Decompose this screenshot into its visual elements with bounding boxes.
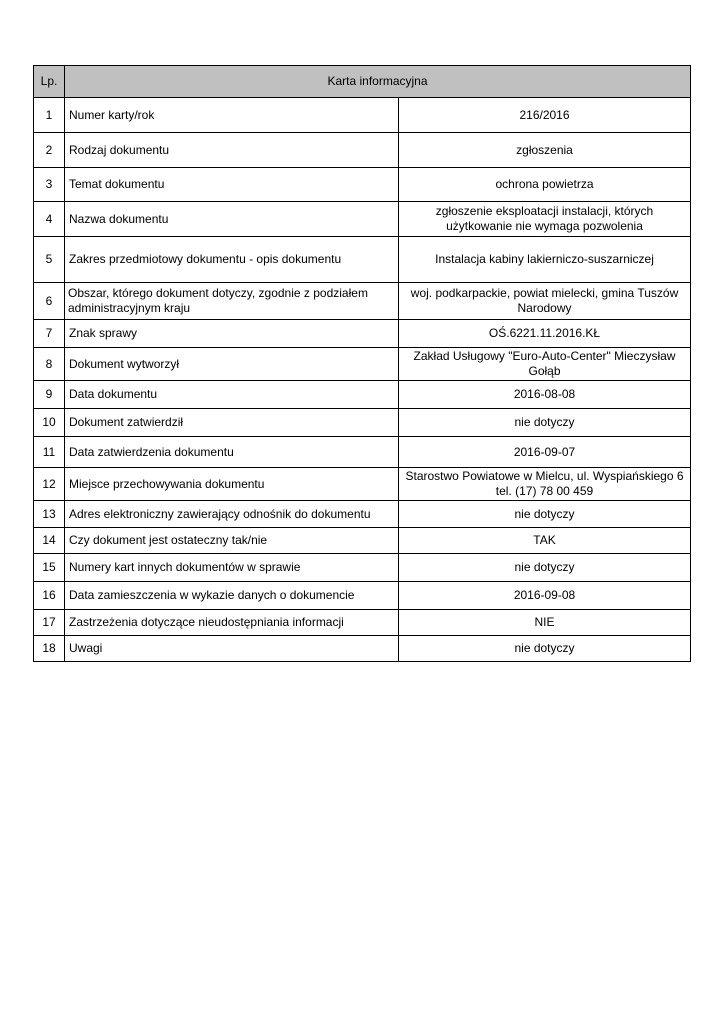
row-number: 13	[34, 501, 65, 528]
row-value: TAK	[399, 528, 691, 554]
table-row	[34, 202, 691, 237]
row-value: nie dotyczy	[399, 554, 691, 582]
row-label: Rodzaj dokumentu	[65, 133, 399, 168]
row-label-line: Obszar, którego dokument dotyczy, zgodnie z podziałem	[68, 286, 368, 300]
row-label: Nazwa dokumentu	[65, 202, 399, 237]
table-row	[34, 409, 691, 437]
row-label: Data zamieszczenia w wykazie danych o dokumencie	[65, 582, 399, 610]
row-value: 2016-09-07	[399, 437, 691, 468]
row-number: 3	[34, 168, 65, 202]
table-row	[34, 98, 691, 133]
row-number: 10	[34, 409, 65, 437]
row-value: OŚ.6221.11.2016.KŁ	[399, 320, 691, 348]
table-row	[34, 168, 691, 202]
row-value: NIE	[399, 610, 691, 636]
row-number: 8	[34, 348, 65, 381]
row-value	[399, 202, 691, 237]
table-row	[34, 636, 691, 662]
row-value	[399, 468, 691, 501]
row-label: Dokument wytworzył	[65, 348, 399, 381]
table-row	[34, 582, 691, 610]
row-label: Adres elektroniczny zawierający odnośnik do dokumentu	[65, 501, 399, 528]
row-label: Temat dokumentu	[65, 168, 399, 202]
row-label: Zastrzeżenia dotyczące nieudostępniania informacji	[65, 610, 399, 636]
row-label	[65, 283, 399, 320]
row-label: Uwagi	[65, 636, 399, 662]
row-value: 2016-09-08	[399, 582, 691, 610]
info-card-table	[33, 65, 691, 662]
table-row	[34, 283, 691, 320]
row-number: 11	[34, 437, 65, 468]
row-label: Dokument zatwierdził	[65, 409, 399, 437]
row-value-line: Gołąb	[528, 364, 561, 378]
table-row	[34, 528, 691, 554]
row-value: ochrona powietrza	[399, 168, 691, 202]
row-number: 1	[34, 98, 65, 133]
row-number: 14	[34, 528, 65, 554]
row-value	[399, 283, 691, 320]
row-number: 15	[34, 554, 65, 582]
row-number: 17	[34, 610, 65, 636]
row-value: nie dotyczy	[399, 409, 691, 437]
row-label: Czy dokument jest ostateczny tak/nie	[65, 528, 399, 554]
table-row	[34, 381, 691, 409]
row-number: 16	[34, 582, 65, 610]
row-label: Data zatwierdzenia dokumentu	[65, 437, 399, 468]
row-label: Numer karty/rok	[65, 98, 399, 133]
row-value-line: użytkowanie nie wymaga pozwolenia	[446, 219, 643, 233]
table-row	[34, 320, 691, 348]
card-title-header: Karta informacyjna	[65, 66, 691, 98]
row-label: Miejsce przechowywania dokumentu	[65, 468, 399, 501]
row-value: nie dotyczy	[399, 501, 691, 528]
row-value-line: Narodowy	[517, 301, 572, 315]
row-value: zgłoszenia	[399, 133, 691, 168]
row-number: 2	[34, 133, 65, 168]
table-row	[34, 610, 691, 636]
row-value-line: woj. podkarpackie, powiat mielecki, gmina Tuszów	[410, 286, 679, 300]
table-row	[34, 348, 691, 381]
row-value-line: tel. (17) 78 00 459	[495, 484, 594, 498]
lp-header: Lp.	[34, 66, 65, 98]
row-value-line: Starostwo Powiatowe w Mielcu, ul. Wyspiańskiego 6	[405, 469, 684, 483]
table-row	[34, 501, 691, 528]
table-row	[34, 237, 691, 283]
row-number: 18	[34, 636, 65, 662]
row-value	[399, 348, 691, 381]
table-row	[34, 554, 691, 582]
row-label: Data dokumentu	[65, 381, 399, 409]
table-row	[34, 133, 691, 168]
table-row	[34, 437, 691, 468]
row-number: 5	[34, 237, 65, 283]
row-number: 4	[34, 202, 65, 237]
row-number: 12	[34, 468, 65, 501]
row-value-line: Zakład Usługowy "Euro-Auto-Center" Mieczysław	[413, 349, 676, 363]
row-value: Instalacja kabiny lakierniczo-suszarniczej	[399, 237, 691, 283]
row-value-line: zgłoszenie eksploatacji instalacji, których	[435, 204, 654, 218]
row-value: nie dotyczy	[399, 636, 691, 662]
table-header-row	[34, 66, 691, 98]
row-label: Numery kart innych dokumentów w sprawie	[65, 554, 399, 582]
row-value: 2016-08-08	[399, 381, 691, 409]
row-label-line: administracyjnym kraju	[68, 301, 191, 315]
row-number: 6	[34, 283, 65, 320]
table-row	[34, 468, 691, 501]
row-label: Znak sprawy	[65, 320, 399, 348]
row-value: 216/2016	[399, 98, 691, 133]
row-number: 7	[34, 320, 65, 348]
row-label: Zakres przedmiotowy dokumentu - opis dokumentu	[65, 237, 399, 283]
row-number: 9	[34, 381, 65, 409]
